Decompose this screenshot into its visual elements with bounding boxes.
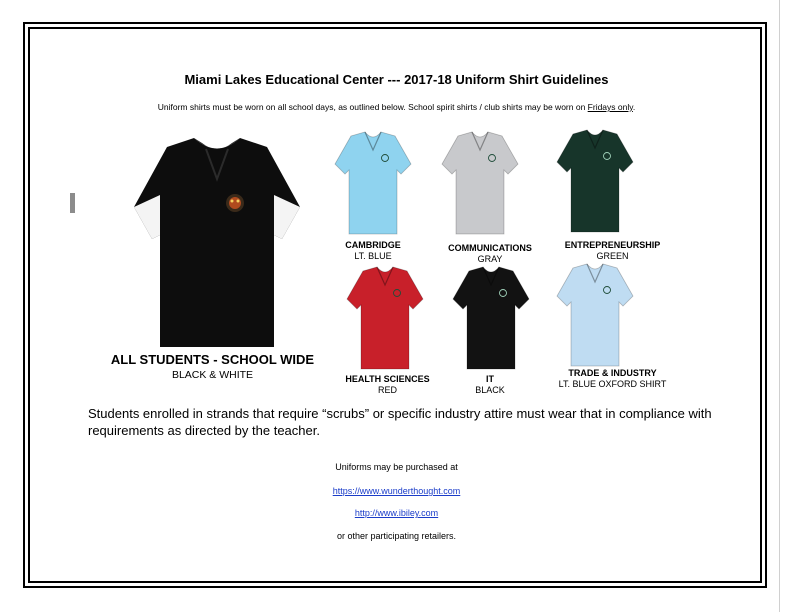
- shirt-color: BLACK: [475, 385, 505, 395]
- shirt-color: LT. BLUE: [354, 251, 392, 261]
- shirt-caption-it: [455, 374, 525, 396]
- shirt-caption-entrepreneurship: [545, 240, 680, 262]
- shirt-image-cambridge: [333, 130, 413, 238]
- shirt-image-it: [451, 265, 531, 373]
- page-edge: [779, 0, 780, 612]
- shirt-name: CAMBRIDGE: [345, 240, 401, 250]
- subtitle-fridays: Fridays only: [587, 102, 633, 112]
- shirt-image-trade-industry: [555, 262, 635, 370]
- shirt-name: ENTREPRENEURSHIP: [564, 240, 661, 250]
- shirt-name: IT: [486, 374, 494, 384]
- shirt-name: COMMUNICATIONS: [448, 243, 532, 253]
- main-shirt-color: BLACK & WHITE: [171, 369, 254, 381]
- main-shirt-name: ALL STUDENTS - SCHOOL WIDE: [110, 352, 315, 367]
- shirt-caption-cambridge: [318, 240, 428, 262]
- shirt-color: LT. BLUE OXFORD SHIRT: [558, 379, 667, 389]
- shirt-image-health-sciences: [345, 265, 425, 373]
- shirt-color: GRAY: [477, 254, 503, 264]
- shirt-caption-trade-industry: [545, 368, 680, 390]
- shirt-image-communications: [440, 130, 520, 238]
- subtitle-period: .: [632, 102, 636, 112]
- subtitle-text: Uniform shirts must be worn on all school days, as outlined below. School spirit shirts / club shirts may be worn on: [157, 102, 588, 112]
- shirt-name: HEALTH SCIENCES: [345, 374, 430, 384]
- shirt-name: TRADE & INDUSTRY: [568, 368, 657, 378]
- purchase-link-row-2: [0, 508, 793, 518]
- main-shirt-image: [132, 135, 302, 353]
- margin-marker: [70, 193, 75, 213]
- shirt-caption-communications: [425, 243, 555, 265]
- shirt-caption-health-sciences: [330, 374, 445, 396]
- page-subtitle: [0, 102, 793, 112]
- main-shirt-caption: [100, 352, 325, 381]
- shirt-image-entrepreneurship: [555, 128, 635, 236]
- scrubs-note: Students enrolled in strands that require “scrubs” or specific industry attire must wear that in compliance with requirements as directed by the teacher.: [88, 406, 712, 438]
- wunderthought-link[interactable]: https://www.wunderthought.com: [332, 486, 461, 496]
- purchase-outro: or other participating retailers.: [336, 531, 457, 541]
- shirt-color: RED: [377, 385, 397, 395]
- purchase-link-row-1: [0, 486, 793, 496]
- shirt-color: GREEN: [596, 251, 629, 261]
- page-title: Miami Lakes Educational Center --- 2017-18 Uniform Shirt Guidelines: [184, 72, 609, 87]
- purchase-intro: Uniforms may be purchased at: [335, 462, 458, 472]
- ibiley-link[interactable]: http://www.ibiley.com: [354, 508, 439, 518]
